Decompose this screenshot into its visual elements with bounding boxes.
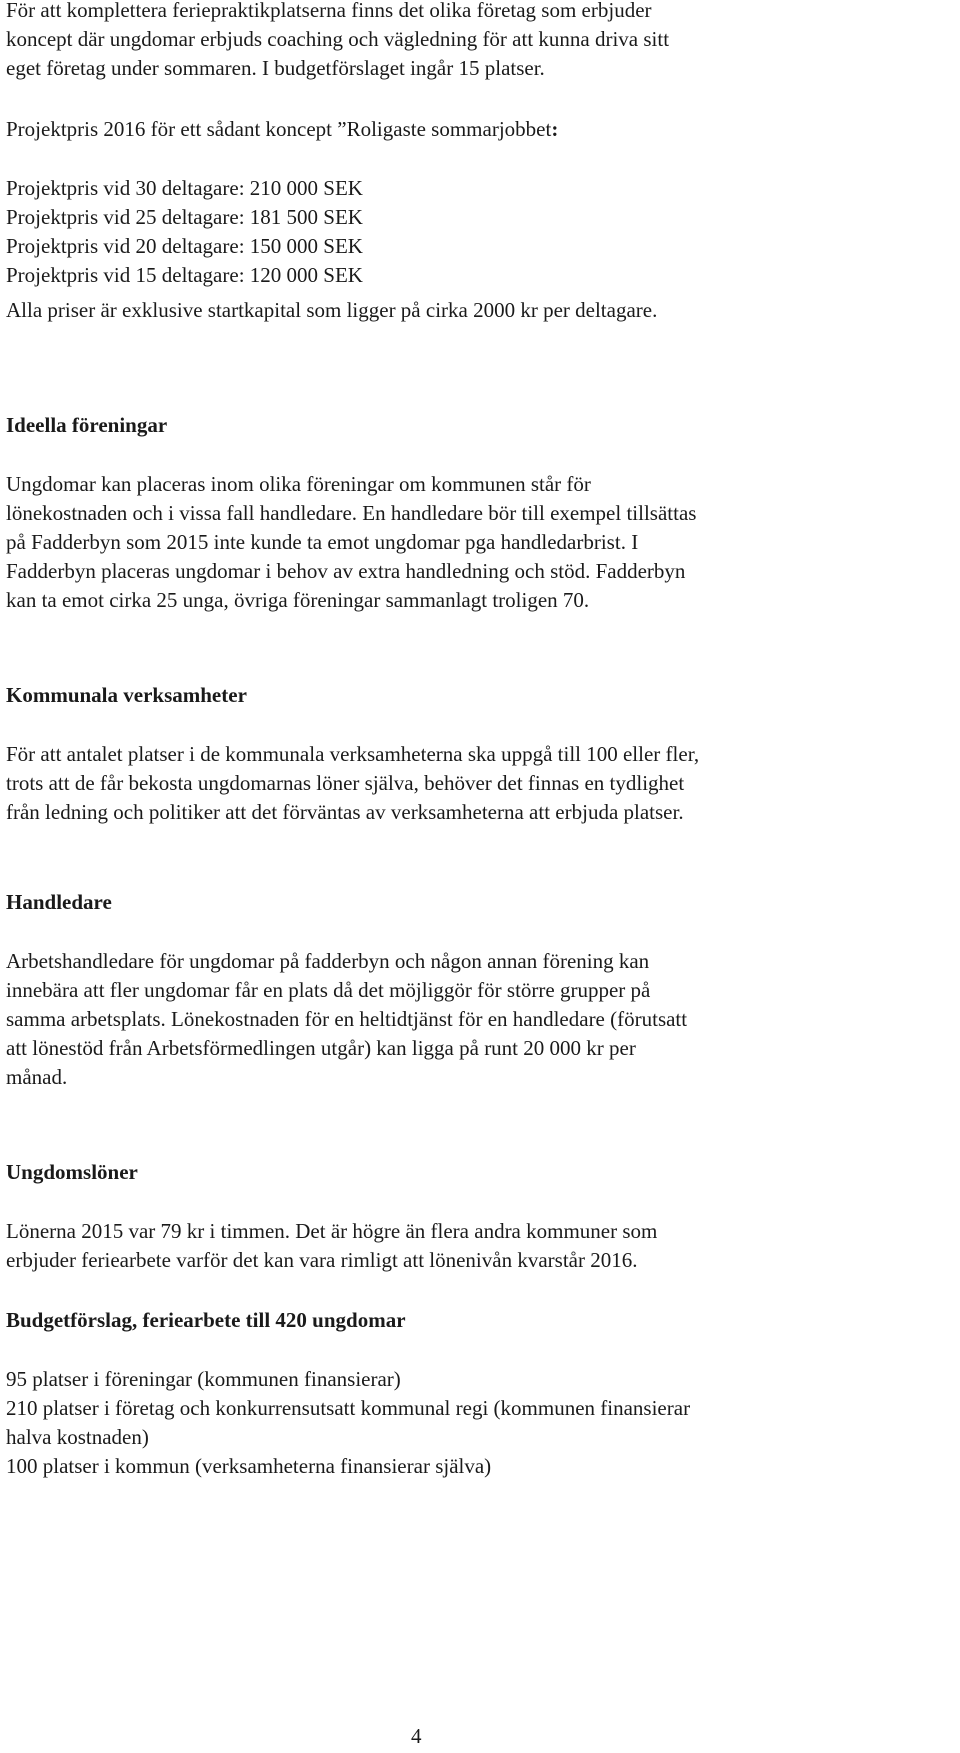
project-price-item: Projektpris vid 20 deltagare: 150 000 SEK [6, 234, 363, 258]
associations-paragraph [6, 470, 956, 615]
section-heading-municipal: Kommunala verksamheter [6, 683, 247, 707]
wages-line: erbjuder feriearbete varför det kan vara rimligt att lönenivån kvarstår 2016. [6, 1248, 638, 1272]
municipal-line: trots att de får bekosta ungdomarnas löner själva, behöver det finnas en tydlighet [6, 771, 685, 795]
associations-line: lönekostnaden och i vissa fall handledare. En handledare bör till exempel tillsättas [6, 501, 697, 525]
supervisors-paragraph [6, 947, 956, 1092]
associations-line: Fadderbyn placeras ungdomar i behov av extra handledning och stöd. Fadderbyn [6, 559, 686, 583]
project-price-item: Projektpris vid 15 deltagare: 120 000 SEK [6, 263, 363, 287]
budget-item: halva kostnaden) [6, 1425, 149, 1449]
section-heading-associations: Ideella föreningar [6, 413, 168, 437]
supervisors-line: att lönestöd från Arbetsförmedlingen utgår) kan ligga på runt 20 000 kr per [6, 1036, 636, 1060]
wages-paragraph [6, 1217, 956, 1275]
section-heading-supervisors: Handledare [6, 890, 112, 914]
associations-line: på Fadderbyn som 2015 inte kunde ta emot ungdomar pga handledarbrist. I [6, 530, 639, 554]
project-price-item: Projektpris vid 30 deltagare: 210 000 SEK [6, 176, 363, 200]
page-number: 4 [411, 1724, 422, 1748]
supervisors-line: Arbetshandledare för ungdomar på fadderbyn och någon annan förening kan [6, 949, 650, 973]
supervisors-line: samma arbetsplats. Lönekostnaden för en heltidtjänst för en handledare (förutsatt [6, 1007, 688, 1031]
municipal-paragraph [6, 740, 956, 827]
project-price-heading-colon: : [551, 117, 559, 141]
intro-line: eget företag under sommaren. I budgetförslaget ingår 15 platser. [6, 56, 545, 80]
budget-item: 210 platser i företag och konkurrensutsatt kommunal regi (kommunen finansierar [6, 1396, 691, 1420]
budget-item: 95 platser i föreningar (kommunen finansierar) [6, 1367, 401, 1391]
municipal-line: För att antalet platser i de kommunala verksamheterna ska uppgå till 100 eller fler, [6, 742, 700, 766]
municipal-line: från ledning och politiker att det förväntas av verksamheterna att erbjuda platser. [6, 800, 684, 824]
project-price-list [6, 174, 956, 290]
intro-line: För att komplettera feriepraktikplatserna finns det olika företag som erbjuder [6, 0, 652, 22]
supervisors-line: månad. [6, 1065, 68, 1089]
project-price-heading-text: Projektpris 2016 för ett sådant koncept ”Roligaste sommarjobbet [6, 117, 552, 141]
project-price-note: Alla priser är exklusive startkapital som ligger på cirka 2000 kr per deltagare. [6, 298, 658, 322]
project-price-heading [6, 115, 956, 144]
budget-list [6, 1365, 956, 1481]
section-heading-wages: Ungdomslöner [6, 1160, 138, 1184]
associations-line: kan ta emot cirka 25 unga, övriga föreningar sammanlagt troligen 70. [6, 588, 590, 612]
project-price-item: Projektpris vid 25 deltagare: 181 500 SEK [6, 205, 363, 229]
intro-line: koncept där ungdomar erbjuds coaching och vägledning för att kunna driva sitt [6, 27, 670, 51]
intro-paragraph [6, 0, 956, 83]
wages-line: Lönerna 2015 var 79 kr i timmen. Det är högre än flera andra kommuner som [6, 1219, 658, 1243]
supervisors-line: innebära att fler ungdomar får en plats då det möjliggör för större grupper på [6, 978, 651, 1002]
budget-item: 100 platser i kommun (verksamheterna finansierar själva) [6, 1454, 492, 1478]
section-heading-budget: Budgetförslag, feriearbete till 420 ungdomar [6, 1308, 406, 1332]
associations-line: Ungdomar kan placeras inom olika föreningar om kommunen står för [6, 472, 591, 496]
